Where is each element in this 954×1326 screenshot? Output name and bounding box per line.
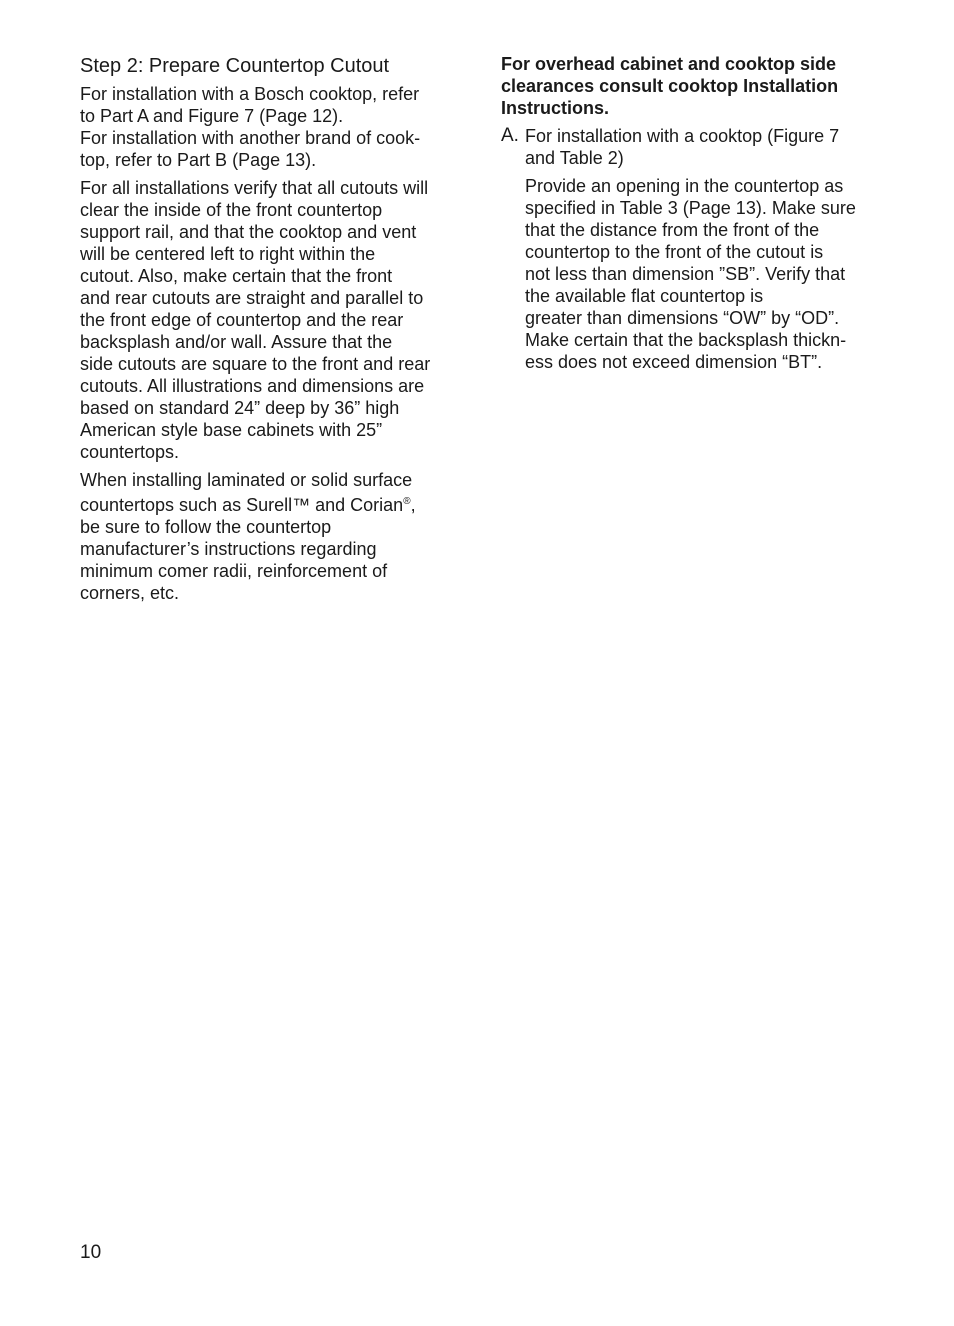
item-a-letter: A. (501, 125, 519, 146)
item-a-title: For installation with a cooktop (Figure 7 and Table 2) (525, 126, 840, 168)
item-a-body: Provide an opening in the countertop as specified in Table 3 (Page 13). Make sure that the distance from the front of the countertop to the front of the cutout is not less than dimension ”SB”. Verify that the available flat countertop is greater than dimensions “OW” by “OD”. Make certain that the backsplash thickn- ess does not exceed dimension “BT”. (525, 176, 856, 372)
registered-mark: ® (403, 496, 411, 507)
laminate-paragraph-end: , be sure to follow the countertop manufacturer’s instructions regarding minimum comer radii, reinforcement of corners, etc. (80, 495, 416, 603)
left-column (80, 53, 460, 610)
clearance-note: For overhead cabinet and cooktop side clearances consult cooktop Installation Instructions. (501, 54, 839, 118)
item-a (501, 125, 881, 169)
verification-paragraph: For all installations verify that all cutouts will clear the inside of the front countertop support rail, and that the cooktop and vent will be centered left to right within the cutout. Also, make certain that the front and rear cutouts are straight and parallel to the front edge of countertop and the rear backsplash and/or wall. Assure that the side cutouts are square to the front and rear cutouts. All illustrations and dimensions are based on standard 24” deep by 36” high American style base cabinets with 25” countertops. (80, 178, 431, 462)
section-heading: Step 2: Prepare Countertop Cutout (80, 55, 390, 77)
page-number: 10 (80, 1242, 102, 1263)
right-column (501, 53, 881, 373)
laminate-paragraph (80, 469, 460, 604)
laminate-paragraph-start: When installing laminated or solid surface countertops such as Surell™ and Corian (80, 470, 413, 515)
intro-paragraph: For installation with a Bosch cooktop, refer to Part A and Figure 7 (Page 12). For installation with another brand of cook- top, refer to Part B (Page 13). (80, 84, 421, 170)
